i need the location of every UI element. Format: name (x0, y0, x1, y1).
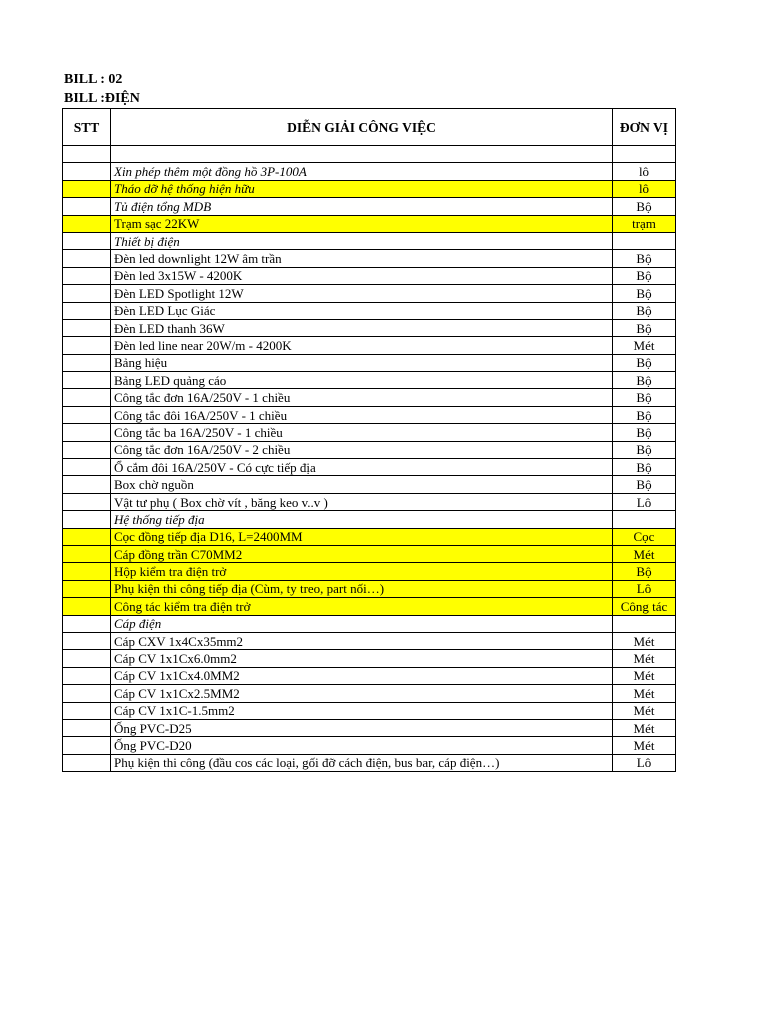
row-stt-cell (63, 302, 111, 319)
row-unit-cell: Bộ (613, 354, 676, 371)
row-unit-cell (613, 146, 676, 163)
row-unit-cell: Lô (613, 580, 676, 597)
row-description-cell: Cọc đồng tiếp địa D16, L=2400MM (111, 528, 613, 545)
row-description-cell: Công tắc đơn 16A/250V - 1 chiều (111, 389, 613, 406)
row-unit-cell: Mét (613, 632, 676, 649)
row-unit-cell: Mét (613, 667, 676, 684)
table-row (63, 685, 676, 702)
row-description-cell: Hệ thống tiếp địa (111, 511, 613, 528)
row-stt-cell (63, 615, 111, 632)
row-unit-cell: Bộ (613, 476, 676, 493)
row-description-cell: Đèn led downlight 12W âm trần (111, 250, 613, 267)
row-description-cell: Đèn led 3x15W - 4200K (111, 267, 613, 284)
row-description-cell: Tủ điện tổng MDB (111, 198, 613, 215)
row-stt-cell (63, 754, 111, 771)
row-stt-cell (63, 737, 111, 754)
table-row (63, 737, 676, 754)
row-description-cell: Ống PVC-D25 (111, 719, 613, 736)
table-row (63, 319, 676, 336)
table-row (63, 215, 676, 232)
row-description-cell: Thiết bị điện (111, 232, 613, 249)
table-row (63, 702, 676, 719)
row-unit-cell: Mét (613, 719, 676, 736)
row-unit-cell: lô (613, 180, 676, 197)
row-unit-cell: Mét (613, 737, 676, 754)
row-description-cell: Phụ kiện thi công (đầu cos các loại, gối đỡ cách điện, bus bar, cáp điện…) (111, 754, 613, 771)
table-row (63, 424, 676, 441)
column-header-unit: ĐƠN VỊ (613, 109, 676, 146)
row-description-cell: Cáp đồng trần C70MM2 (111, 545, 613, 562)
table-row (63, 406, 676, 423)
table-row (63, 232, 676, 249)
row-unit-cell: Bộ (613, 459, 676, 476)
row-stt-cell (63, 319, 111, 336)
table-row (63, 598, 676, 615)
row-stt-cell (63, 267, 111, 284)
row-unit-cell: Bộ (613, 250, 676, 267)
row-description-cell: Vật tư phụ ( Box chờ vít , băng keo v..v ) (111, 493, 613, 510)
row-unit-cell: Bộ (613, 406, 676, 423)
row-unit-cell: Bộ (613, 267, 676, 284)
table-row (63, 528, 676, 545)
row-description-cell: Tháo dỡ hệ thống hiện hữu (111, 180, 613, 197)
row-unit-cell: Mét (613, 545, 676, 562)
row-stt-cell (63, 667, 111, 684)
row-description-cell: Cáp CV 1x1Cx2.5MM2 (111, 685, 613, 702)
row-unit-cell (613, 615, 676, 632)
table-row (63, 476, 676, 493)
row-stt-cell (63, 146, 111, 163)
row-unit-cell: Bộ (613, 319, 676, 336)
row-unit-cell: Lô (613, 754, 676, 771)
row-unit-cell: Mét (613, 337, 676, 354)
row-description-cell: Box chờ nguồn (111, 476, 613, 493)
row-stt-cell (63, 545, 111, 562)
table-row (63, 372, 676, 389)
table-row (63, 667, 676, 684)
table-row (63, 719, 676, 736)
column-header-stt: STT (63, 109, 111, 146)
row-description-cell: Phụ kiện thi công tiếp địa (Cùm, ty treo, part nối…) (111, 580, 613, 597)
row-description-cell: Cáp CV 1x1Cx6.0mm2 (111, 650, 613, 667)
bill-number: BILL : 02 (64, 72, 123, 87)
row-description-cell: Công tắc đơn 16A/250V - 2 chiều (111, 441, 613, 458)
row-unit-cell: Bộ (613, 285, 676, 302)
table-body (63, 146, 676, 772)
row-unit-cell: Bộ (613, 302, 676, 319)
table-row (63, 441, 676, 458)
row-stt-cell (63, 389, 111, 406)
bill-header (64, 70, 140, 108)
row-stt-cell (63, 650, 111, 667)
row-stt-cell (63, 198, 111, 215)
row-stt-cell (63, 493, 111, 510)
table-row (63, 354, 676, 371)
row-stt-cell (63, 285, 111, 302)
table-row (63, 285, 676, 302)
table-row (63, 389, 676, 406)
row-unit-cell: Lô (613, 493, 676, 510)
table-row (63, 580, 676, 597)
row-description-cell: Cáp CV 1x1C-1.5mm2 (111, 702, 613, 719)
row-description-cell: Cáp CXV 1x4Cx35mm2 (111, 632, 613, 649)
row-unit-cell: Bộ (613, 424, 676, 441)
row-description-cell: Hộp kiểm tra điện trở (111, 563, 613, 580)
row-description-cell: Cáp CV 1x1Cx4.0MM2 (111, 667, 613, 684)
row-description-cell: Cáp điện (111, 615, 613, 632)
table-row (63, 146, 676, 163)
bill-name: BILL :ĐIỆN (64, 91, 140, 106)
row-stt-cell (63, 563, 111, 580)
table-header-row (63, 109, 676, 146)
row-description-cell: Đèn LED Lục Giác (111, 302, 613, 319)
table-row (63, 545, 676, 562)
row-stt-cell (63, 476, 111, 493)
table-row (63, 632, 676, 649)
row-stt-cell (63, 719, 111, 736)
row-stt-cell (63, 406, 111, 423)
row-stt-cell (63, 215, 111, 232)
row-stt-cell (63, 424, 111, 441)
row-description-cell: Bảng hiệu (111, 354, 613, 371)
row-stt-cell (63, 598, 111, 615)
row-stt-cell (63, 702, 111, 719)
row-stt-cell (63, 528, 111, 545)
row-description-cell: Ống PVC-D20 (111, 737, 613, 754)
row-description-cell (111, 146, 613, 163)
row-unit-cell: Công tác (613, 598, 676, 615)
table-row (63, 250, 676, 267)
row-unit-cell: Bộ (613, 372, 676, 389)
row-stt-cell (63, 250, 111, 267)
row-unit-cell: Bộ (613, 389, 676, 406)
row-description-cell: Đèn LED Spotlight 12W (111, 285, 613, 302)
table-row (63, 615, 676, 632)
row-description-cell: Bảng LED quảng cáo (111, 372, 613, 389)
row-stt-cell (63, 372, 111, 389)
table-row (63, 650, 676, 667)
row-description-cell: Đèn led line near 20W/m - 4200K (111, 337, 613, 354)
row-unit-cell: Mét (613, 685, 676, 702)
row-unit-cell: Mét (613, 650, 676, 667)
row-description-cell: Công tắc ba 16A/250V - 1 chiều (111, 424, 613, 441)
row-unit-cell: Cọc (613, 528, 676, 545)
row-stt-cell (63, 632, 111, 649)
row-unit-cell: Bộ (613, 198, 676, 215)
row-description-cell: Đèn LED thanh 36W (111, 319, 613, 336)
row-description-cell: Trạm sạc 22KW (111, 215, 613, 232)
row-description-cell: Xin phép thêm một đồng hồ 3P-100A (111, 163, 613, 180)
table-row (63, 302, 676, 319)
table-row (63, 180, 676, 197)
row-stt-cell (63, 685, 111, 702)
table-row (63, 511, 676, 528)
row-unit-cell (613, 511, 676, 528)
row-stt-cell (63, 354, 111, 371)
row-stt-cell (63, 337, 111, 354)
column-header-description: DIỄN GIẢI CÔNG VIỆC (111, 109, 613, 146)
row-unit-cell: trạm (613, 215, 676, 232)
table-row (63, 267, 676, 284)
table-row (63, 563, 676, 580)
table-row (63, 459, 676, 476)
row-unit-cell: Bộ (613, 563, 676, 580)
row-stt-cell (63, 163, 111, 180)
row-unit-cell (613, 232, 676, 249)
work-items-table (62, 108, 676, 772)
table-row (63, 754, 676, 771)
row-stt-cell (63, 459, 111, 476)
row-unit-cell: Bộ (613, 441, 676, 458)
table-row (63, 198, 676, 215)
row-description-cell: Công tác kiểm tra điện trở (111, 598, 613, 615)
row-stt-cell (63, 511, 111, 528)
row-unit-cell: Mét (613, 702, 676, 719)
table-row (63, 493, 676, 510)
row-stt-cell (63, 180, 111, 197)
row-description-cell: Ổ cắm đôi 16A/250V - Có cực tiếp địa (111, 459, 613, 476)
row-stt-cell (63, 232, 111, 249)
row-unit-cell: lô (613, 163, 676, 180)
row-stt-cell (63, 441, 111, 458)
table-row (63, 163, 676, 180)
row-stt-cell (63, 580, 111, 597)
table-row (63, 337, 676, 354)
row-description-cell: Công tắc đôi 16A/250V - 1 chiều (111, 406, 613, 423)
